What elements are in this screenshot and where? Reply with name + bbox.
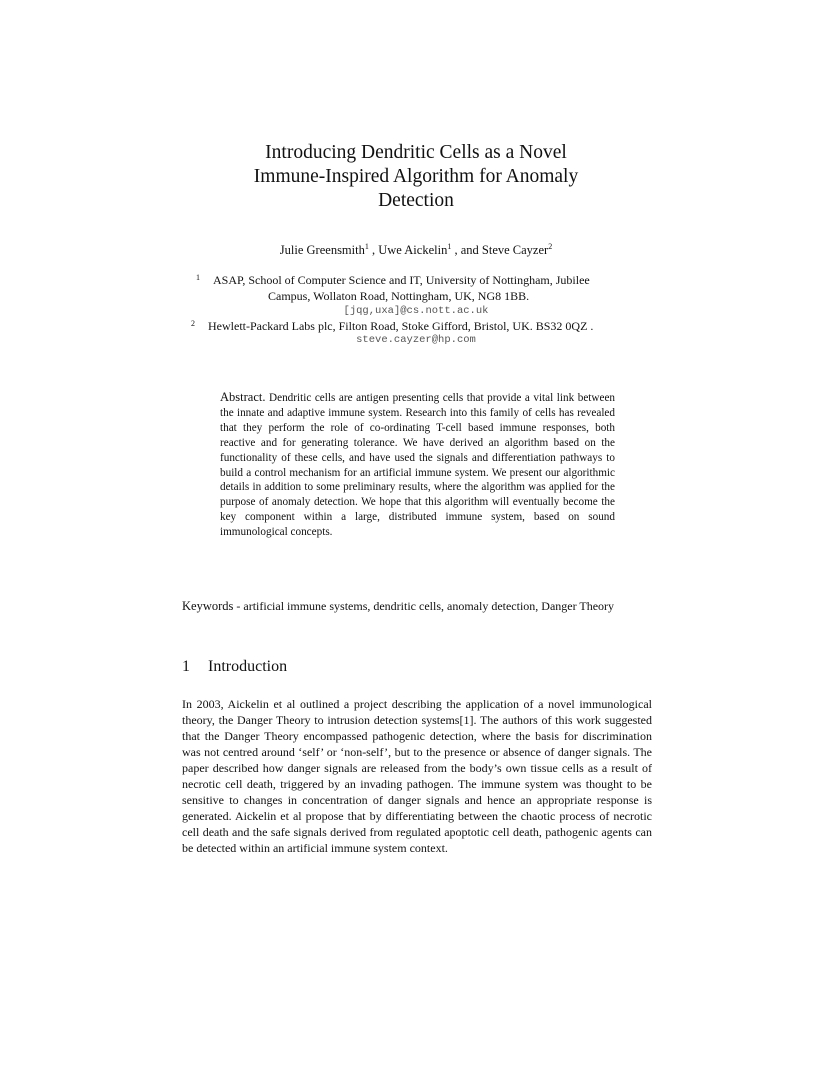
abstract-heading: Abstract.	[220, 390, 266, 404]
paper-title	[182, 141, 650, 213]
affiliation-number: 1	[196, 273, 200, 282]
author-name: Julie Greensmith	[279, 243, 365, 257]
affiliation-line: Hewlett-Packard Labs plc, Filton Road, Stoke Gifford, Bristol, UK. BS32 0QZ .	[208, 319, 594, 333]
title-line: Introducing Dendritic Cells as a Novel	[265, 142, 567, 163]
affiliation-email: [jqg,uxa]@cs.nott.ac.uk	[343, 305, 489, 317]
author-name: Uwe Aickelin	[378, 243, 448, 257]
section-heading	[182, 657, 287, 677]
title-line: Immune-Inspired Algorithm for Anomaly	[253, 166, 579, 187]
abstract	[220, 390, 615, 540]
author-affiliation-mark: 1	[364, 241, 369, 251]
keywords-heading: Keywords	[182, 599, 234, 613]
author-name: Steve Cayzer	[481, 243, 549, 257]
author-separator: , and	[451, 243, 482, 257]
abstract-text: Dendritic cells are antigen presenting cells that provide a vital link between the innate and adaptive immune system. Research into this family of cells has revealed that they perform the role of co-ordinating T-cell based immune responses, both reactive and for generating tolerance. We have derived an algorithm based on the functionality of these cells, and have used the signals and differentiation pathways to build a control mechanism for an artificial immune system. We present our algorithmic details in addition to some preliminary results, where the algorithm was applied for the purpose of anomaly detection. We hope that this algorithm will eventually become the key component within a large, distributed immune system, based on sound immunological concepts.	[220, 392, 616, 539]
affiliation-email: steve.cayzer@hp.com	[356, 334, 476, 346]
affiliation-line: Campus, Wollaton Road, Nottingham, UK, NG8 1BB.	[268, 289, 530, 303]
affiliation-line: ASAP, School of Computer Science and IT, University of Nottingham, Jubilee	[213, 273, 590, 287]
title-line: Detection	[378, 190, 454, 211]
section-title: Introduction	[208, 658, 288, 675]
author-separator: ,	[368, 243, 379, 257]
keywords-text: - artificial immune systems, dendritic cells, anomaly detection, Danger Theory	[236, 599, 615, 613]
author-affiliation-mark: 1	[447, 241, 452, 251]
section-number: 1	[182, 658, 190, 675]
affiliation-number: 2	[191, 319, 195, 328]
introduction-paragraph: In 2003, Aickelin et al outlined a project describing the application of a novel immunological theory, the Danger Theory to intrusion detection systems[1]. The authors of this work suggested that the Danger Theory encompassed pathogenic detection, where the basis for discrimination was not centred around ‘self’ or ‘non-self’, but to the presence or absence of danger signals. The paper described how danger signals are released from the body’s own tissue cells as a result of necrotic cell death, triggered by an invading pathogen. The immune system was thought to be sensitive to changes in concentration of danger signals and hence an appropriate response is generated. Aickelin et al propose that by differentiating between the chaotic process of necrotic cell death and the safe signals derived from regulated apoptotic cell death, pathogenic agents can be detected within an artificial immune system context.	[182, 697, 652, 855]
keywords	[182, 598, 650, 614]
author-list	[182, 242, 650, 258]
author-affiliation-mark: 2	[548, 241, 553, 251]
